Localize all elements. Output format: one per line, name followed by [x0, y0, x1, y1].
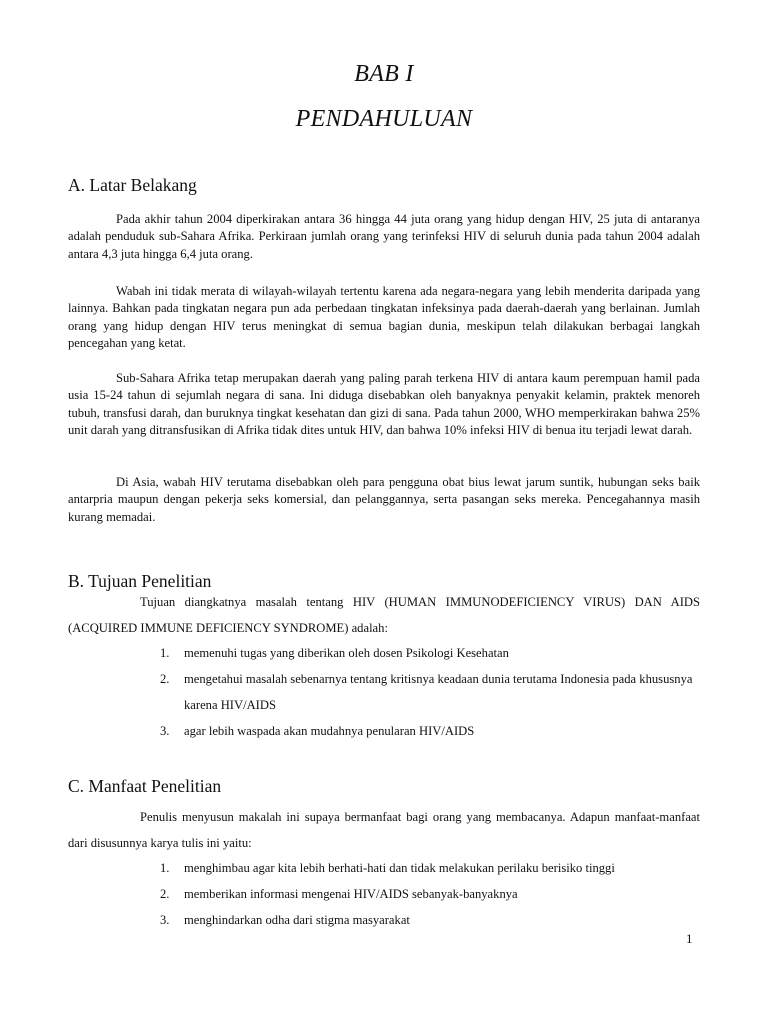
- list-item: [160, 855, 700, 881]
- section-heading-latar-belakang: A. Latar Belakang: [68, 175, 197, 195]
- numbered-list: [160, 640, 700, 744]
- paragraph: Pada akhir tahun 2004 diperkirakan antara 36 hingga 44 juta orang yang hidup dengan HIV, 25 juta di antaranya adalah penduduk sub-Sahara Afrika. Perkiraan jumlah orang yang terinfeksi HIV di seluruh dunia pada tahun 2004 adalah antara 4,3 juta hingga 6,4 juta orang.: [68, 212, 700, 261]
- list-item-text: menghimbau agar kita lebih berhati-hati dan tidak melakukan perilaku berisiko tinggi: [184, 861, 615, 875]
- paragraph: Di Asia, wabah HIV terutama disebabkan oleh para pengguna obat bius lewat jarum suntik, hubungan seks baik antarpria maupun dengan pekerja seks komersial, dan pelanggannya, serta pasangan seks mereka. Pencegahannya masih kurang memadai.: [68, 475, 700, 524]
- section-heading-tujuan-penelitian: B. Tujuan Penelitian: [68, 571, 212, 591]
- list-item-text: menghindarkan odha dari stigma masyarakat: [184, 913, 410, 927]
- list-number: 1.: [160, 861, 170, 875]
- list-number: 3.: [160, 913, 170, 927]
- list-number: 1.: [160, 646, 170, 660]
- list-item-text: mengetahui masalah sebenarnya tentang kritisnya keadaan dunia terutama Indonesia pada khususnya karena HIV/AIDS: [184, 672, 693, 712]
- list-item-text: memenuhi tugas yang diberikan oleh dosen Psikologi Kesehatan: [184, 646, 509, 660]
- list-item-text: agar lebih waspada akan mudahnya penularan HIV/AIDS: [184, 724, 475, 738]
- list-number: 3.: [160, 724, 170, 738]
- list-item-text: memberikan informasi mengenai HIV/AIDS sebanyak-banyaknya: [184, 887, 518, 901]
- list-number: 2.: [160, 887, 170, 901]
- section-intro: Penulis menyusun makalah ini supaya bermanfaat bagi orang yang membacanya. Adapun manfaat-manfaat dari disusunnya karya tulis ini yaitu:: [68, 810, 700, 850]
- list-item: [160, 718, 700, 744]
- numbered-list: [160, 855, 700, 933]
- paragraph: Sub-Sahara Afrika tetap merupakan daerah yang paling parah terkena HIV di antara kaum perempuan hamil pada usia 15-24 tahun di sejumlah negara di sana. Ini diduga disebabkan oleh banyaknya penyakit kelamin, praktek menoreh tubuh, transfusi darah, dan buruknya tingkat kesehatan dan gizi di sana. Pada tahun 2000, WHO memperkirakan bahwa 25% unit darah yang ditransfusikan di Afrika tidak dites untuk HIV, dan bahwa 10% infeksi HIV di benua itu terjadi lewat darah.: [68, 371, 700, 438]
- page-number: 1: [686, 931, 693, 946]
- list-item: [160, 881, 700, 907]
- section-heading-manfaat-penelitian: C. Manfaat Penelitian: [68, 776, 222, 796]
- list-item: [160, 907, 700, 933]
- chapter-subtitle: PENDAHULUAN: [295, 106, 473, 132]
- list-number: 2.: [160, 672, 170, 686]
- list-item: [160, 666, 700, 718]
- chapter-title: BAB I: [354, 61, 414, 87]
- list-item: [160, 640, 700, 666]
- section-intro: Tujuan diangkatnya masalah tentang HIV (HUMAN IMMUNODEFICIENCY VIRUS) DAN AIDS (ACQUIRED IMMUNE DEFICIENCY SYNDROME) adalah:: [68, 595, 700, 635]
- paragraph: Wabah ini tidak merata di wilayah-wilayah tertentu karena ada negara-negara yang lebih menderita daripada yang lainnya. Bahkan pada tingkatan negara pun ada perbedaan tingkatan infeksinya pada daerah-daerah yang berlainan. Jumlah orang yang hidup dengan HIV terus meningkat di semua bagian dunia, meskipun telah dilakukan berbagai langkah pencegahan yang ketat.: [68, 284, 700, 351]
